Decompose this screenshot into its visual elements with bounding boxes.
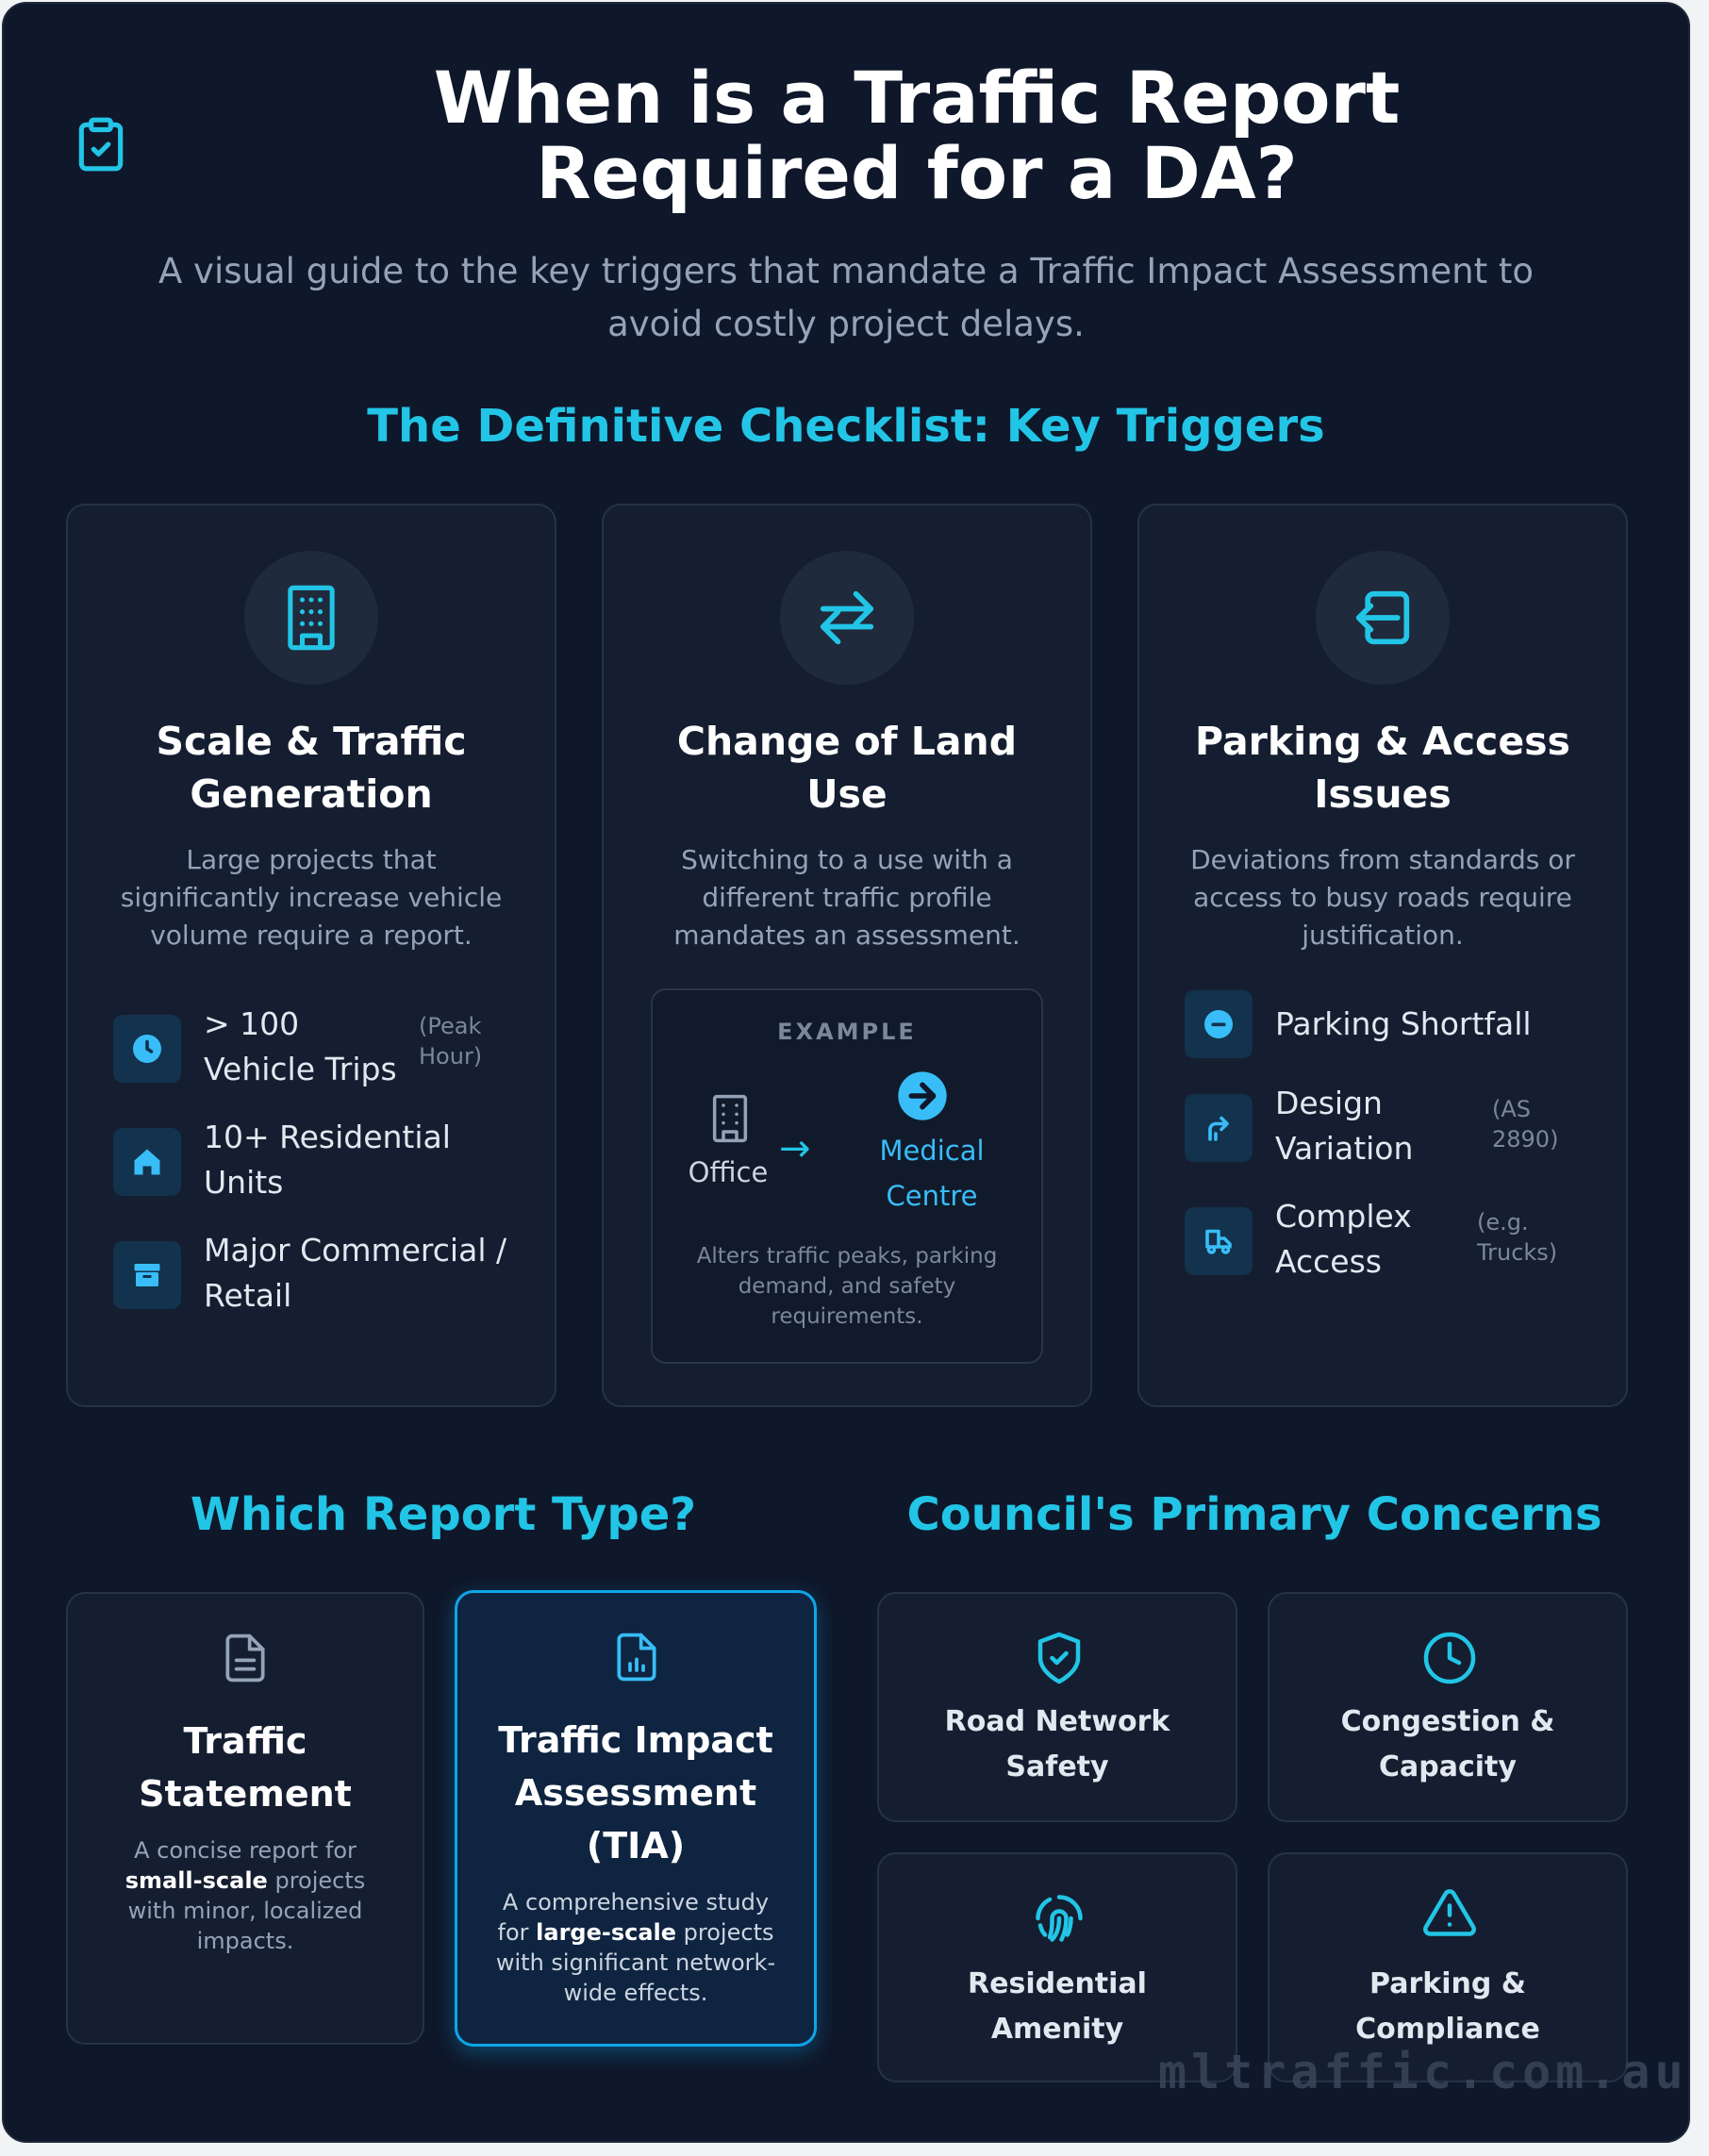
card-description: Large projects that significantly increase vehicle volume require a report. xyxy=(120,844,503,951)
item-label: Complex Access xyxy=(1275,1198,1412,1280)
fingerprint-icon xyxy=(1031,1890,1087,1950)
page-subtitle: A visual guide to the key triggers that mandate a Traffic Impact Assessment to avoid costly project delays. xyxy=(158,251,1534,344)
card-title: Scale & Traffic Generation xyxy=(156,719,467,817)
list-item xyxy=(1185,1081,1588,1171)
list-item xyxy=(113,1228,517,1318)
archive-icon xyxy=(113,1241,181,1309)
checklist-heading: The Definitive Checklist: Key Triggers xyxy=(367,400,1325,453)
item-label: Major Commercial / Retail xyxy=(204,1232,507,1314)
example-to: Medical Centre xyxy=(879,1135,985,1212)
list-item xyxy=(1185,990,1588,1058)
card-title: Parking & Access Issues xyxy=(1195,719,1570,817)
concern-card-road-safety xyxy=(877,1592,1237,1822)
item-label: Parking Shortfall xyxy=(1275,1005,1532,1042)
trigger-card-land-use xyxy=(602,504,1092,1407)
list-item xyxy=(113,1002,517,1092)
arrow-right-icon: → xyxy=(779,1127,811,1170)
list-item xyxy=(1185,1194,1588,1285)
infographic-frame xyxy=(2,2,1690,2143)
concern-label: Road Network Safety xyxy=(944,1705,1170,1783)
report-card-tia xyxy=(455,1590,817,2047)
page-title: When is a Traffic Report Required for a DA? xyxy=(433,56,1401,215)
list-item xyxy=(113,1115,517,1205)
building-icon xyxy=(244,551,378,685)
document-icon xyxy=(219,1632,272,1688)
concern-card-congestion xyxy=(1268,1592,1628,1822)
trigger-card-scale xyxy=(66,504,556,1407)
turn-icon xyxy=(1185,1094,1253,1162)
concern-label: Parking & Compliance xyxy=(1355,1967,1540,2046)
clock-icon xyxy=(113,1015,181,1083)
clock-icon xyxy=(1421,1630,1478,1690)
report-card-traffic-statement xyxy=(66,1592,424,2045)
item-note: (Peak Hour) xyxy=(419,1013,483,1070)
example-box xyxy=(651,988,1043,1364)
concern-label: Congestion & Capacity xyxy=(1340,1705,1555,1783)
minus-circle-icon xyxy=(1185,990,1253,1058)
trigger-card-parking xyxy=(1137,504,1628,1407)
report-description: A comprehensive study for large-scale projects with significant network-wide effects. xyxy=(495,1889,776,2006)
card-description: Switching to a use with a different traffic profile mandates an assessment. xyxy=(673,844,1020,951)
report-title: Traffic Impact Assessment (TIA) xyxy=(498,1719,773,1866)
item-note: (AS 2890) xyxy=(1492,1096,1559,1153)
enter-icon xyxy=(1316,551,1450,685)
item-label: 10+ Residential Units xyxy=(204,1119,451,1201)
report-type-heading: Which Report Type? xyxy=(190,1488,697,1541)
header xyxy=(4,56,1688,351)
concerns-heading: Council's Primary Concerns xyxy=(906,1488,1602,1541)
example-label: EXAMPLE xyxy=(777,1019,917,1045)
document-chart-icon xyxy=(610,1631,663,1687)
shield-check-icon xyxy=(1031,1630,1087,1690)
example-from: Office xyxy=(688,1156,769,1188)
watermark: mltraffic.com.au xyxy=(1158,2045,1688,2099)
concern-label: Residential Amenity xyxy=(968,1967,1147,2046)
item-label: > 100 Vehicle Trips xyxy=(204,1005,397,1087)
item-label: Design Variation xyxy=(1275,1085,1414,1167)
example-note: Alters traffic peaks, parking demand, and safety requirements. xyxy=(696,1244,998,1329)
swap-arrows-icon xyxy=(780,551,914,685)
warning-icon xyxy=(1421,1884,1478,1945)
truck-icon xyxy=(1185,1207,1253,1275)
office-building-icon xyxy=(704,1092,756,1149)
report-description: A concise report for small-scale projects with minor, localized impacts. xyxy=(124,1837,366,1954)
card-title: Change of Land Use xyxy=(676,719,1018,817)
card-description: Deviations from standards or access to busy roads require justification. xyxy=(1190,844,1575,951)
arrow-circle-icon xyxy=(896,1070,949,1126)
report-title: Traffic Statement xyxy=(139,1720,352,1815)
home-icon xyxy=(113,1128,181,1196)
item-note: (e.g. Trucks) xyxy=(1477,1209,1558,1266)
